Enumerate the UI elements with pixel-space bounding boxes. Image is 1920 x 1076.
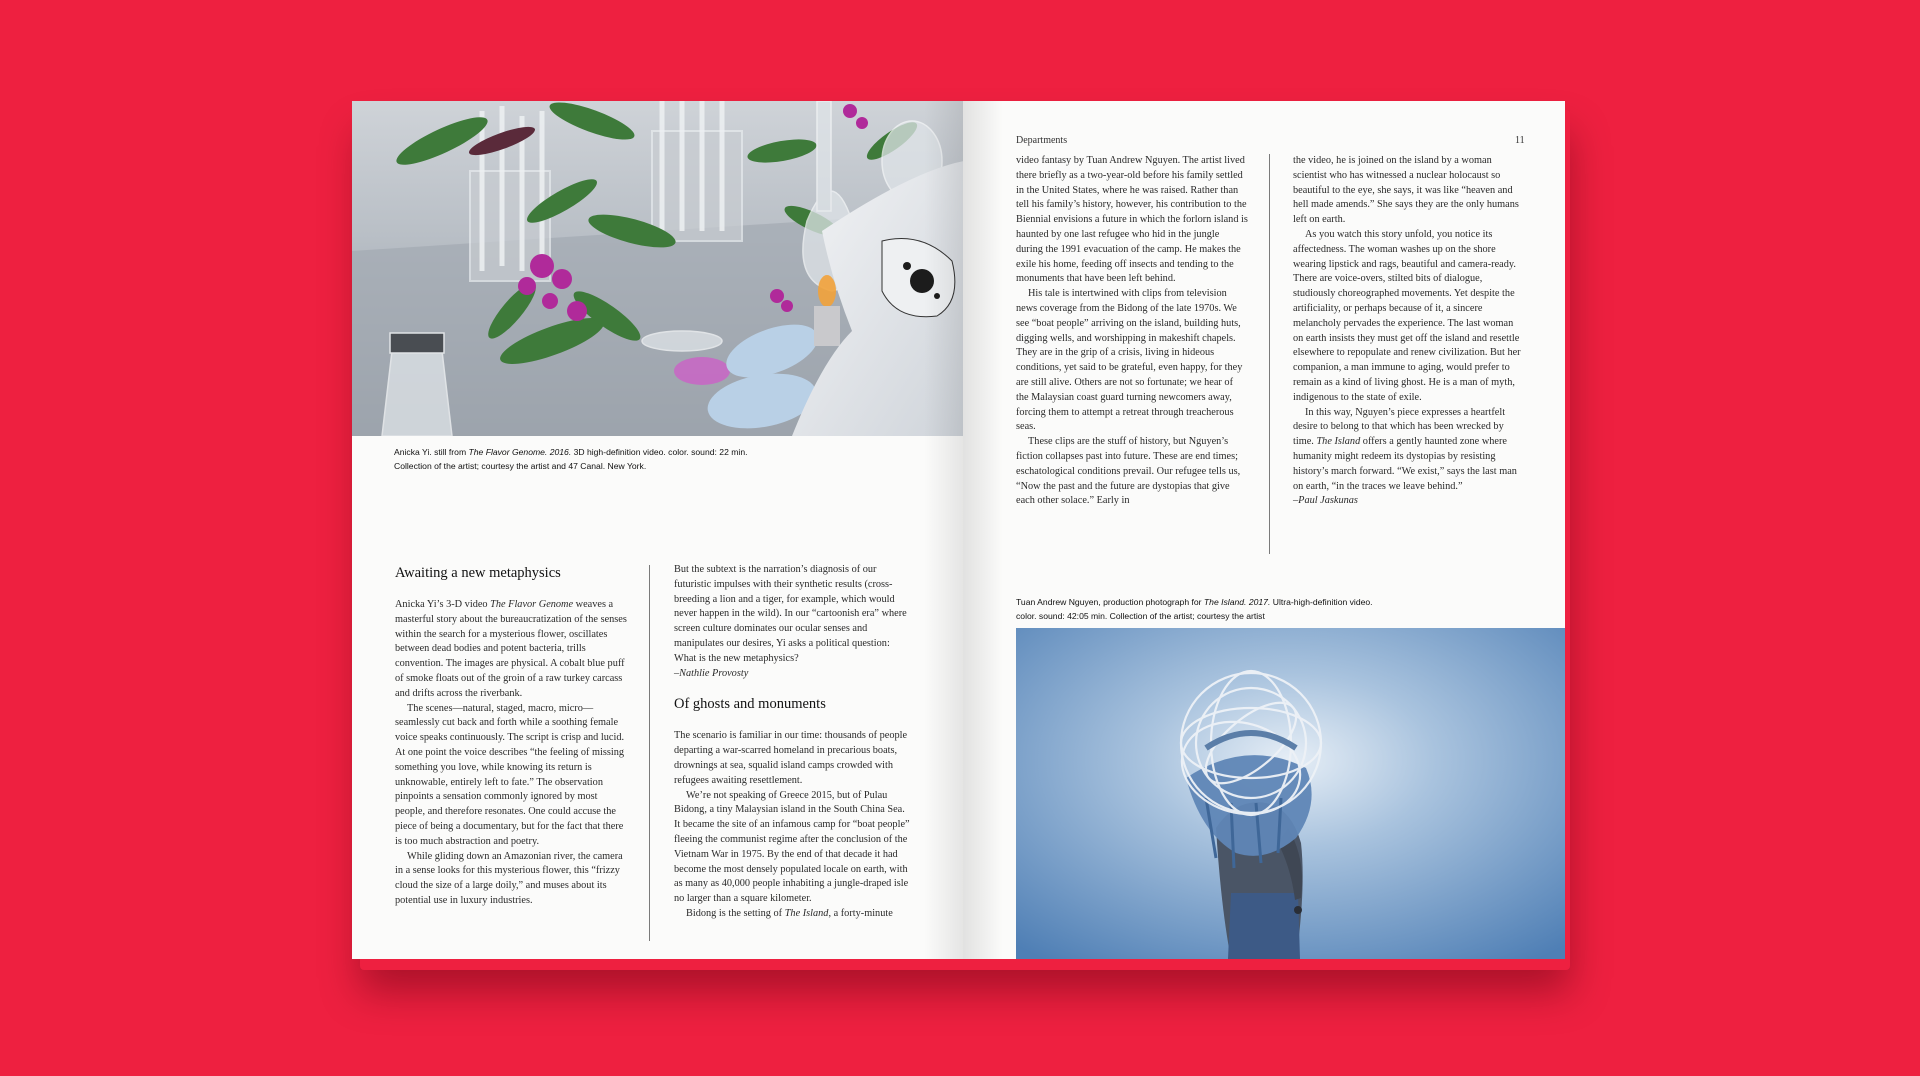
article2-column2 (1016, 154, 1248, 509)
article2-paragraph1: The scenario is familiar in our time: thousands of people departing a war-scarred homeland in precarious boats, drownings at sea, squalid island camps crowded with refugees awaiting resettlement. (674, 730, 908, 786)
column-rule (1269, 154, 1270, 554)
gutter-shadow-right (963, 101, 1003, 959)
right-photo-caption: Tuan Andrew Nguyen, production photograph for The Island. 2017. Ultra-high-definition video. color. sound: 42:05 min. Collection of the artist; courtesy the artist (1016, 597, 1373, 621)
article2-paragraph6: These clips are the stuff of history, but Nguyen’s fiction collapses past into future. These are end times; eschatological conditions prevail. Our refugee tells us, “Now the past and the future are dystopias that give each other solace.” Early in (1016, 436, 1241, 507)
lab-photo (352, 101, 964, 436)
article1-column2 (674, 563, 910, 922)
article1-column1 (395, 564, 627, 909)
article1-paragraph3: While gliding down an Amazonian river, the camera in a sense looks for this mysterious flower, this “frizzy cloud the size of a large doily,” and muses about its potential use in luxury industries. (395, 850, 623, 906)
article2-paragraph5: His tale is intertwined with clips from television news coverage from the Bidong of the late 1970s. We see “boat people” arriving on the island, building huts, digging wells, and worshipping in makeshift chapels. They are in the grip of a crisis, living in hideous conditions, yet said to be grateful, even happy, for they are still alive. Others are not so fortunate; we hear of the Malaysian coast guard turning newcomers away, forcing them to attempt a retreat through treacherous seas. (1016, 288, 1243, 433)
running-head: Departments (1016, 135, 1068, 146)
page-number: 11 (1515, 135, 1525, 146)
article1-heading: Awaiting a new metaphysics (395, 565, 561, 581)
article2-paragraph4: video fantasy by Tuan Andrew Nguyen. The artist lived there briefly as a two-year-old before his family settled in the United States, where he was raised. Rather than tell his family’s history, however, his contribution to the Biennial envisions a future in which the forlorn island is haunted by one last refugee who hid in the jungle during the 1991 evacuation of the camp. He makes the exile his home, feeding off insects and tending to the monuments that have been left behind. (1016, 155, 1248, 285)
article2-signature: –Paul Jaskunas (1293, 495, 1358, 507)
article2-paragraph8: As you watch this story unfold, you notice its affectedness. The woman washes up on the shore wearing lipstick and rags, beautiful and camera-ready. There are voice-overs, stilted bits of dialogue, studiously choreographed movements. Yet despite the artificiality, or perhaps because of it, a sincere melancholy pervades the experience. The last woman on earth insists they must get off the island and resettle elsewhere to repopulate and renew civilization. But her companion, a man immune to aging, would prefer to remain as a kind of living ghost. He is a man of myth, indigenous to the state of exile. (1293, 228, 1521, 403)
article1-paragraph1: Anicka Yi’s 3-D video The Flavor Genome weaves a masterful story about the bureaucratization of the senses within the search for a mysterious flower, oscillates between dead bodies and potent bacteria, trills convention. The images are physical. A cobalt blue puff of smoke floats out of the groin of a raw turkey carcass and drifts across the riverbank. (395, 599, 627, 699)
article2-paragraph9: In this way, Nguyen’s piece expresses a heartfelt desire to belong to that which has been wrecked by time. The Island offers a gently haunted zone where humanity might redeem its dystopias by resisting history’s march forward. “We exist,” says the last man on earth, “in the traces we leave behind.” (1293, 406, 1517, 492)
article2-paragraph2: We’re not speaking of Greece 2015, but of Pulau Bidong, a tiny Malaysian island in the South China Sea. It became the site of an infamous camp for “boat people” fleeing the communist regime after the conclusion of the Vietnam War in 1975. By the end of that decade it had become the most densely populated locale on earth, with as many as 40,000 people inhabiting a jungle-draped isle no larger than a square kilometer. (674, 789, 910, 905)
article2-heading: Of ghosts and monuments (674, 696, 826, 713)
article1-paragraph4: But the subtext is the narration’s diagnosis of our futuristic impulses with their synthetic results (cross-breeding a lion and a tiger, for example, which would never happen in the wild). In our “cartoonish era” where screen culture dominates our ocular senses and manipulates our desires, Yi asks a political question: What is the new metaphysics? (674, 564, 907, 664)
article2-column3 (1293, 154, 1525, 509)
left-photo-caption: Anicka Yi. still from The Flavor Genome. 2016. 3D high-definition video. color. sound: 22 min. Collection of the artist; courtesy the artist and 47 Canal. New York. (394, 447, 748, 471)
article2-paragraph3: Bidong is the setting of The Island, a forty-minute (686, 907, 893, 919)
article1-signature: –Nathlie Provosty (674, 667, 749, 679)
article2-paragraph7: the video, he is joined on the island by a woman scientist who has witnessed a nuclear holocaust so beautiful to the eye, she says, it was like “heaven and hell made amends.” She says they are the only humans left on earth. (1293, 155, 1519, 226)
left-page (352, 101, 964, 959)
right-page (963, 101, 1565, 959)
article1-paragraph2: The scenes—natural, staged, macro, micro—seamlessly cut back and forth while a soothing female voice speaks continuously. The script is crisp and lucid. At one point the voice describes “the feeling of missing something you love, while knowing its return is unknowable, entirely left to fate.” The observation pinpoints a sensation commonly ignored by most people, and therefore resonates. One could accuse the piece of being a documentary, but for the fact that there is too much abstraction and poetry. (395, 702, 625, 847)
island-photo (1016, 628, 1565, 959)
column-rule (649, 565, 650, 941)
